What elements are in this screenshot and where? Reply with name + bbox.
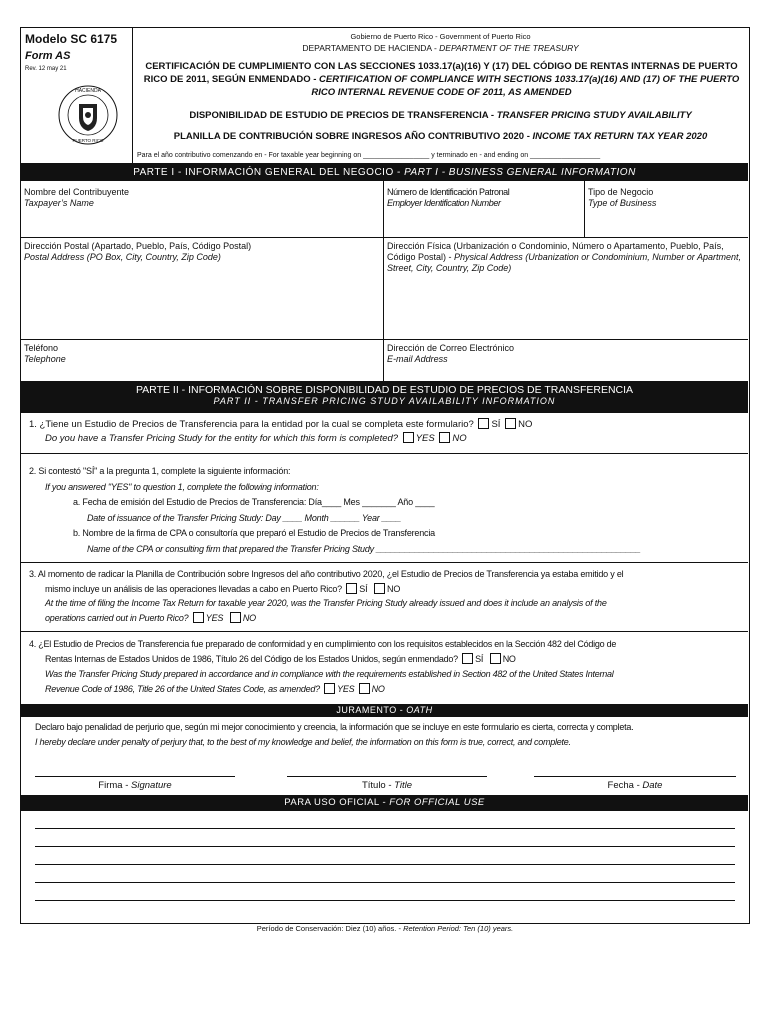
- title-line[interactable]: [287, 776, 487, 777]
- part1-header: [21, 164, 748, 181]
- business-type-field[interactable]: [588, 187, 746, 209]
- q1-en: Do you have a Transfer Pricing Study for the entity for which this form is completed?: [45, 433, 399, 444]
- q1-yes-label: YES: [415, 433, 435, 444]
- official-line: [35, 900, 735, 901]
- date-label-en: Date: [642, 780, 663, 791]
- q2b-firm-field[interactable]: b. Nombre de la firma de CPA o consultoría que preparó el Estudio de Precios de Transferencia: [73, 528, 435, 538]
- physical-label-en: Physical Address (Urbanization or Condominium, Number or Apartment, Street, City, Country, Zip Code): [387, 252, 741, 273]
- signature-line[interactable]: [35, 776, 235, 777]
- ein-label-en: Employer Identification Number: [387, 198, 501, 208]
- form-code: Form AS: [25, 50, 71, 62]
- question-4: [29, 637, 744, 697]
- official-title-en: FOR OFFICIAL USE: [389, 797, 485, 808]
- part1-rule: [21, 237, 748, 238]
- question-1: [29, 418, 744, 446]
- physical-label-es: Dirección Física (Urbanización o Condominio, Número o Apartamento, Pueblo, País, Código Postal) -: [387, 241, 724, 262]
- official-title-es: PARA USO OFICIAL -: [284, 797, 390, 808]
- retention-es: Período de Conservación: Diez (10) años. -: [256, 924, 404, 933]
- date-line[interactable]: [534, 776, 736, 777]
- q3-no-en-label: NO: [242, 612, 256, 623]
- q1-es: 1. ¿Tiene un Estudio de Precios de Transferencia para la entidad por la cual se completa este formulario?: [29, 419, 474, 430]
- phone-label-en: Telephone: [24, 354, 66, 364]
- business-label-es: Tipo de Negocio: [588, 187, 654, 197]
- taxpayer-label-es: Nombre del Contribuyente: [24, 187, 130, 197]
- form-header: [21, 28, 748, 164]
- q2b-en: Name of the CPA or consulting firm that prepared the Transfer Pricing Study _______________________________________________________: [87, 543, 641, 554]
- business-label-en: Type of Business: [588, 198, 657, 208]
- title-label-en: Title: [394, 780, 413, 791]
- q1-yes-checkbox[interactable]: [403, 432, 414, 443]
- q2a-en: Date of issuance of the Transfer Pricing Study: Day ____ Month ______ Year ____: [87, 512, 402, 523]
- question-3: [29, 567, 744, 625]
- part2-header: [21, 381, 748, 413]
- q3-si-checkbox[interactable]: [346, 583, 357, 594]
- q1-si-label: SÍ: [491, 419, 501, 430]
- department-en: DEPARTMENT OF THE TREASURY: [439, 43, 579, 53]
- form-title-block: [133, 28, 748, 164]
- official-use-header: [21, 795, 748, 811]
- signature-es: Firma -: [98, 780, 132, 791]
- oath-text-es: Declaro bajo penalidad de perjurio que, según mi mejor conocimiento y creencia, la información que se incluye en este formulario es cierta, correcta y completa.: [35, 722, 634, 732]
- email-field[interactable]: [387, 343, 742, 365]
- form-sc-6175: [20, 27, 750, 924]
- q3-en2: operations carried out in Puerto Rico?: [45, 612, 189, 623]
- model-number: Modelo SC 6175: [25, 32, 118, 46]
- official-line: [35, 846, 735, 847]
- q3-no-en-checkbox[interactable]: [230, 612, 241, 623]
- q3-no-checkbox[interactable]: [374, 583, 385, 594]
- q3-rule: [21, 631, 748, 632]
- part1-title-en: PART I - BUSINESS GENERAL INFORMATION: [404, 167, 636, 178]
- disp-en: TRANSFER PRICING STUDY AVAILABILITY: [496, 110, 692, 121]
- q2-rule: [21, 562, 748, 563]
- certification-title: [139, 60, 744, 99]
- q4-yes-checkbox[interactable]: [324, 683, 335, 694]
- q1-no-en-label: NO: [452, 433, 467, 444]
- q2a-date-field[interactable]: a. Fecha de emisión del Estudio de Precios de Transferencia: Día____ Mes _______ Año ____: [73, 497, 435, 507]
- q3-en: At the time of filing the Income Tax Return for taxable year 2020, was the Transfer Pricing Study already issued and does it include an analysis of the: [45, 598, 607, 608]
- q4-no-checkbox[interactable]: [490, 653, 501, 664]
- date-label-es: Fecha -: [607, 780, 643, 791]
- postal-label-en: Postal Address (PO Box, City, Country, Zip Code): [24, 252, 221, 262]
- q1-no-en-checkbox[interactable]: [439, 432, 450, 443]
- q3-si-label: SÍ: [359, 583, 368, 594]
- retention-en: Retention Period: Ten (10) years.: [403, 924, 514, 933]
- availability-title: [133, 110, 748, 121]
- signature-label: [35, 780, 235, 791]
- taxpayer-label-en: Taxpayer’s Name: [24, 198, 94, 208]
- form-id-box: [21, 28, 133, 164]
- q3-es: 3. Al momento de radicar la Planilla de Contribución sobre Ingresos del año contributivo 2020, ¿el Estudio de Precios de Transferencia ya estaba emitido y el: [29, 569, 624, 579]
- signature-en: Signature: [131, 780, 172, 791]
- official-line: [35, 882, 735, 883]
- tax-year-field[interactable]: Para el año contributivo comenzando en - For taxable year beginning on _________________ y terminado en - and ending on __________________: [137, 152, 601, 159]
- phone-label-es: Teléfono: [24, 343, 59, 353]
- telephone-field[interactable]: [24, 343, 379, 365]
- disp-es: DISPONIBILIDAD DE ESTUDIO DE PRECIOS DE TRANSFERENCIA -: [189, 110, 497, 121]
- title-label: [287, 780, 487, 791]
- oath-title-en: OATH: [406, 705, 433, 715]
- q4-si-label: SÍ: [475, 654, 484, 664]
- title-label-es: Título -: [361, 780, 395, 791]
- retention-footer: [0, 924, 770, 933]
- oath-title-es: JURAMENTO -: [336, 705, 407, 715]
- q4-no-en-label: NO: [371, 684, 385, 694]
- part1-rule-2: [21, 339, 748, 340]
- plan-en: INCOME TAX RETURN TAX YEAR 2020: [532, 131, 708, 142]
- ein-field[interactable]: [387, 187, 582, 209]
- q4-no-en-checkbox[interactable]: [359, 683, 370, 694]
- q1-no-checkbox[interactable]: [505, 418, 516, 429]
- part2-title-en: PART II - TRANSFER PRICING STUDY AVAILABILITY INFORMATION: [213, 396, 556, 406]
- email-label-en: E-mail Address: [387, 354, 448, 364]
- revision-date: Rev. 12 may 21: [25, 66, 67, 72]
- q4-en: Was the Transfer Pricing Study prepared in accordance and in compliance with the requirements established in Section 482 of the United States Internal: [45, 669, 614, 679]
- q2-en: If you answered "YES" to question 1, complete the following information:: [45, 481, 319, 492]
- oath-text: [35, 720, 745, 750]
- official-line: [35, 828, 735, 829]
- part2-title-es: PARTE II - INFORMACIÓN SOBRE DISPONIBILIDAD DE ESTUDIO DE PRECIOS DE TRANSFERENCIA: [135, 384, 634, 396]
- part1-divider-2: [584, 181, 585, 237]
- q4-es2: Rentas Internas de Estados Unidos de 1986, Título 26 del Código de los Estados Unidos, según enmendado?: [45, 654, 458, 664]
- q1-rule: [21, 453, 748, 454]
- cert-en: CERTIFICATION OF COMPLIANCE WITH SECTIONS 1033.17(a)(16) AND (17) OF THE PUERTO RICO INTERNAL REVENUE CODE OF 2011, AS AMENDED: [311, 74, 740, 98]
- q3-yes-checkbox[interactable]: [193, 612, 204, 623]
- oath-text-en: I hereby declare under penalty of perjury that, to the best of my knowledge and belief, the information on this form is true, correct, and complete.: [35, 737, 571, 747]
- email-label-es: Dirección de Correo Electrónico: [387, 343, 515, 353]
- q1-no-label: NO: [518, 419, 533, 430]
- government-label: Gobierno de Puerto Rico - Government of Puerto Rico: [350, 32, 531, 41]
- return-title: [133, 131, 748, 142]
- postal-label-es: Dirección Postal (Apartado, Pueblo, País, Código Postal): [24, 241, 252, 251]
- oath-header: [21, 704, 748, 717]
- physical-address-field[interactable]: [387, 241, 747, 274]
- q3-no-label: NO: [387, 583, 401, 594]
- q4-no-label: NO: [502, 654, 516, 664]
- date-label: [534, 780, 736, 791]
- part1-divider: [383, 181, 384, 407]
- q4-si-checkbox[interactable]: [462, 653, 473, 664]
- question-2: [29, 464, 744, 557]
- part1-title-es: PARTE I - INFORMACIÓN GENERAL DEL NEGOCIO -: [133, 167, 405, 178]
- q4-es: 4. ¿El Estudio de Precios de Transferencia fue preparado de conformidad y en cumplimiento con los requisitos establecidos en la Sección 482 del Código de: [29, 639, 617, 649]
- ein-label-es: Número de Identificación Patronal: [387, 187, 510, 197]
- q3-es2: mismo incluye un análisis de las operaciones llevadas a cabo en Puerto Rico?: [45, 583, 342, 594]
- svg-text:HACIENDA: HACIENDA: [75, 88, 101, 94]
- department-label: [133, 43, 748, 53]
- q4-en2: Revenue Code of 1986, Title 26 of the United States Code, as amended?: [45, 684, 320, 694]
- department-es: DEPARTAMENTO DE HACIENDA -: [302, 43, 440, 53]
- hacienda-seal-icon: [57, 84, 119, 146]
- q1-si-checkbox[interactable]: [478, 418, 489, 429]
- postal-address-field[interactable]: [24, 241, 379, 263]
- q4-yes-label: YES: [337, 684, 355, 694]
- svg-text:PUERTO RICO: PUERTO RICO: [72, 138, 104, 143]
- official-line: [35, 864, 735, 865]
- taxpayer-name-field[interactable]: [24, 187, 374, 209]
- cert-es: CERTIFICACIÓN DE CUMPLIMIENTO CON LAS SECCIONES 1033.17(a)(16) Y (17) DEL CÓDIGO DE RENTAS INTERNAS DE PUERTO RICO DE 2011, SEGÚN ENMENDADO -: [143, 61, 738, 85]
- q3-yes-label: YES: [205, 612, 224, 623]
- plan-es: PLANILLA DE CONTRIBUCIÓN SOBRE INGRESOS AÑO CONTRIBUTIVO 2020 -: [173, 131, 533, 142]
- q2-es: 2. Si contestó "SÍ" a la pregunta 1, complete la siguiente información:: [29, 466, 291, 476]
